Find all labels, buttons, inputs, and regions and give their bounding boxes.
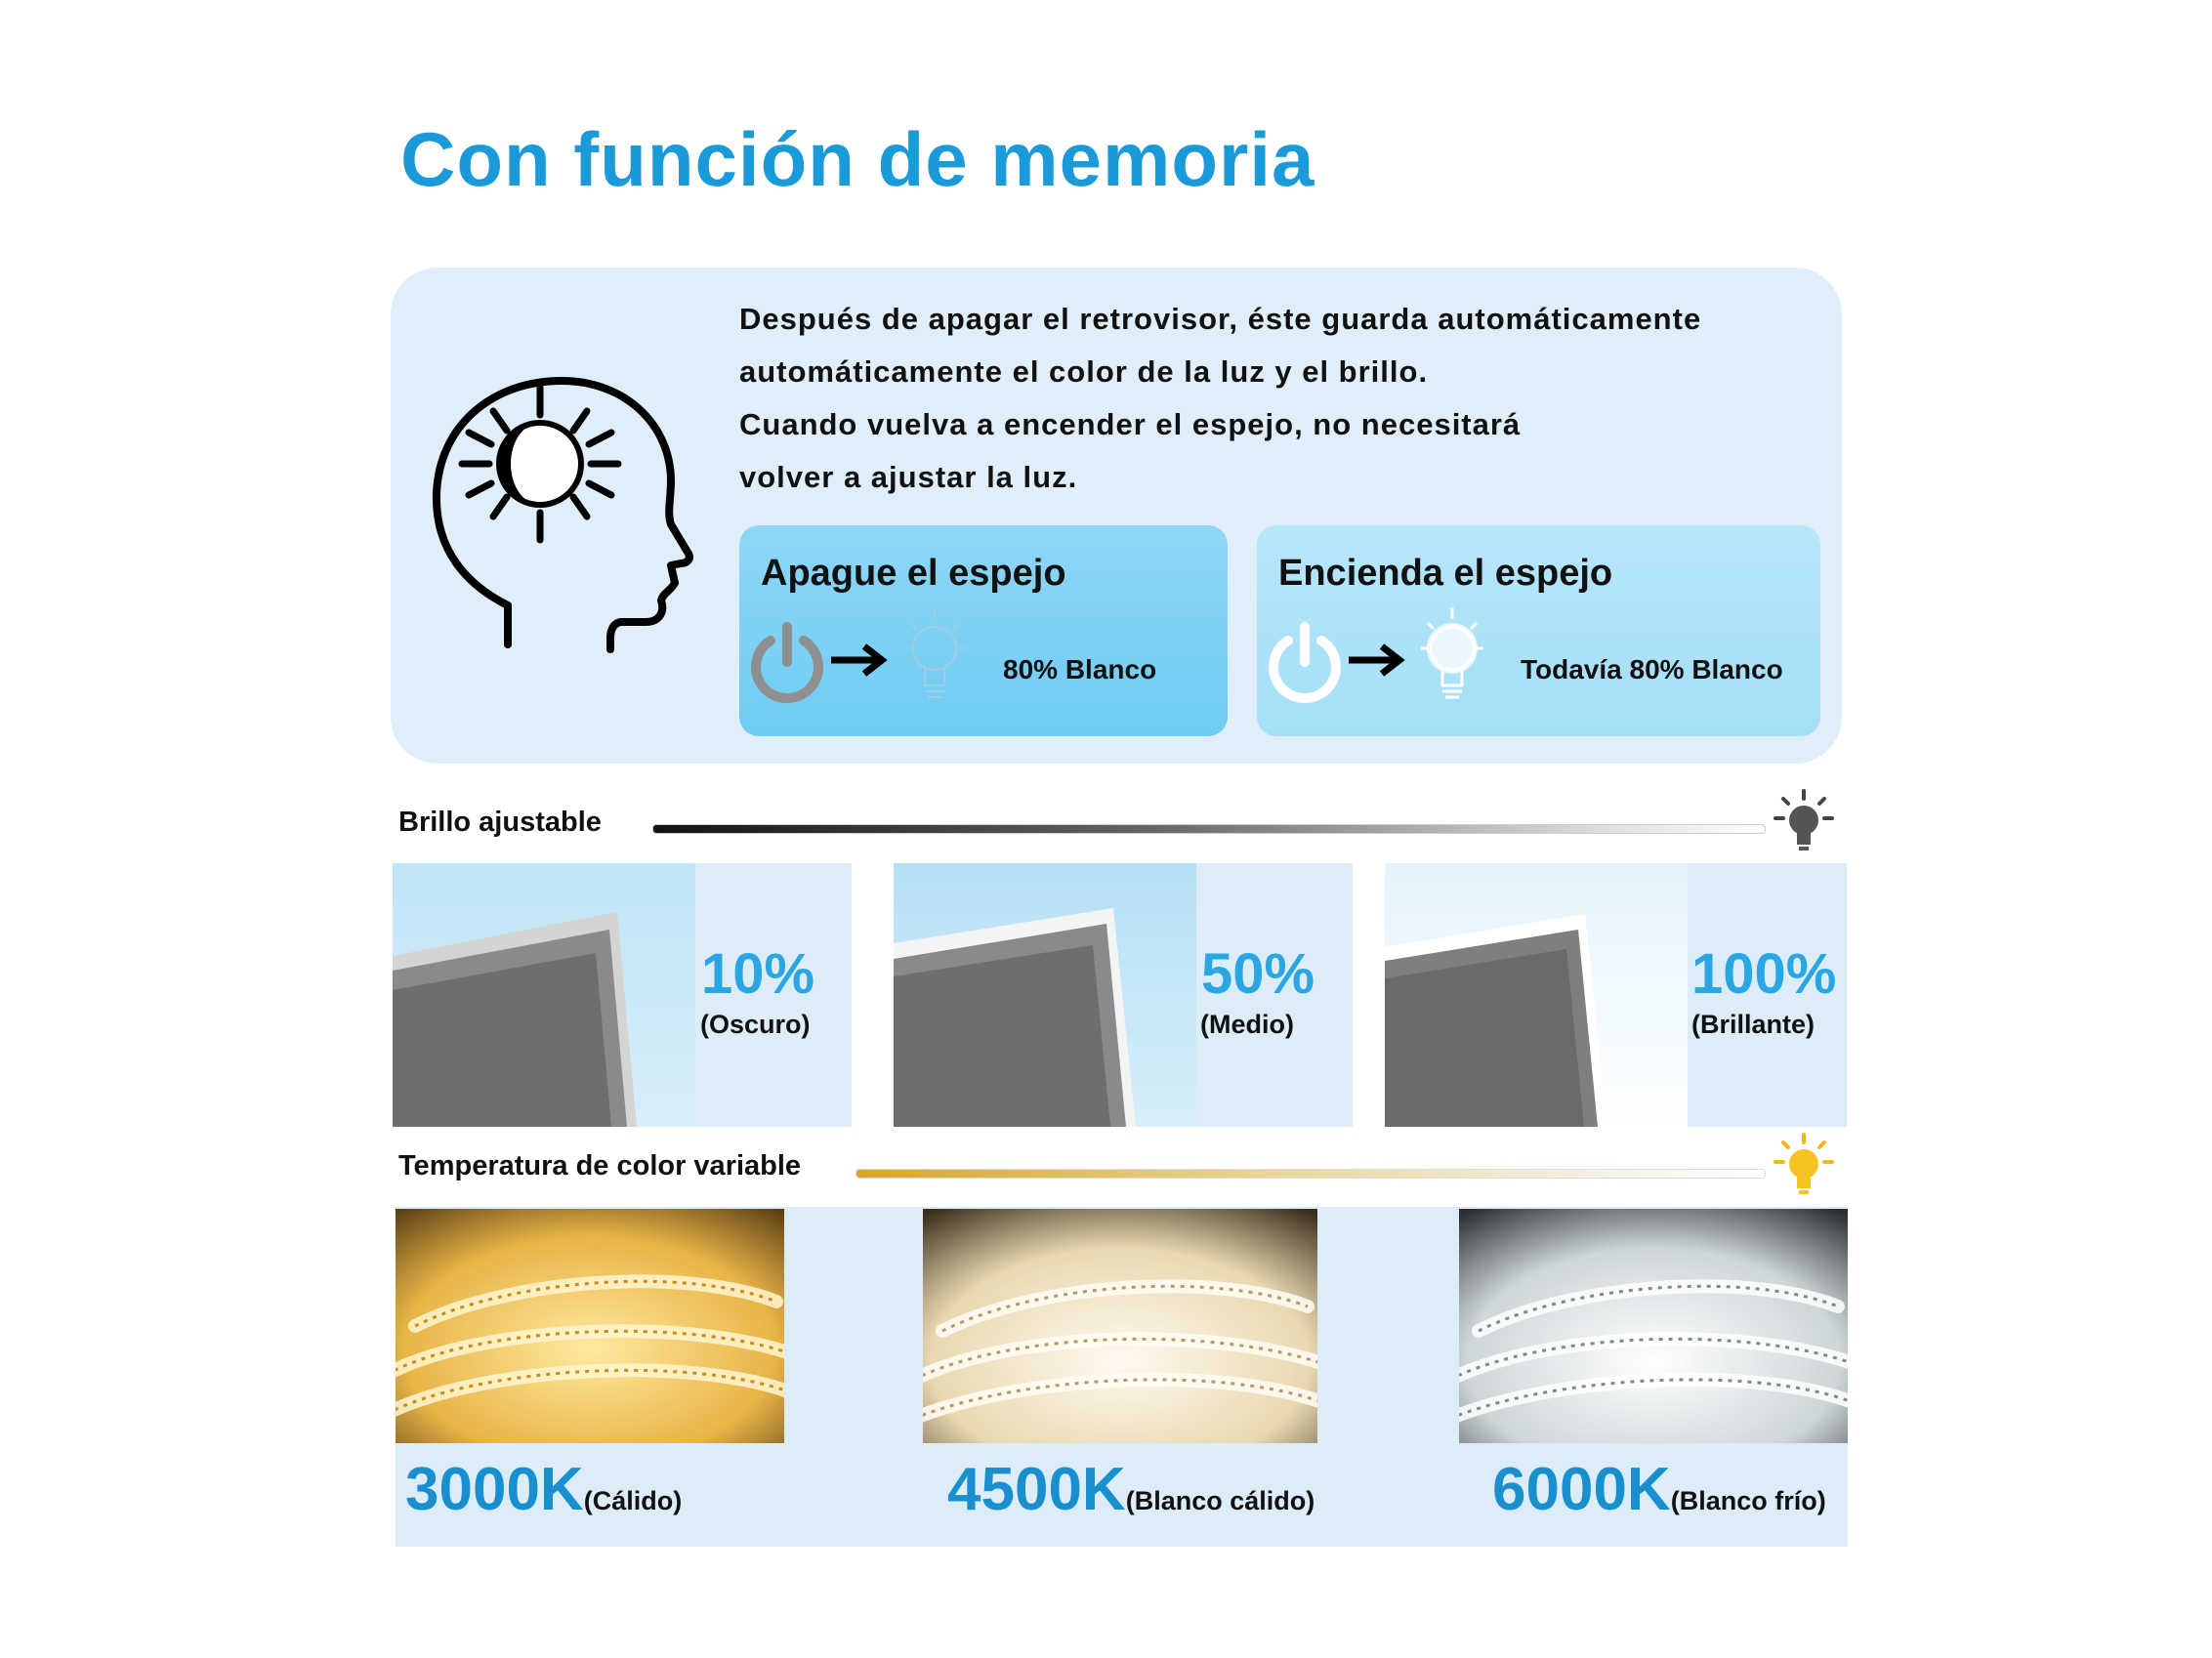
brightness-percent: 100% [1691, 942, 1837, 1006]
description-line: automáticamente el color de la luz y el brillo. [739, 354, 1429, 389]
led-strip-6000k [1459, 1209, 1848, 1443]
light-bulb-icon [1770, 1131, 1838, 1199]
description-line: volver a ajustar la luz. [739, 460, 1078, 494]
description-line: Cuando vuelva a encender el espejo, no necesitará [739, 407, 1522, 441]
temperature-gradient-bar [856, 1169, 1766, 1179]
description-line: Después de apagar el retrovisor, éste guarda automáticamente [739, 302, 1702, 336]
led-strip-4500k [923, 1209, 1317, 1443]
kelvin-value: 3000K [405, 1456, 584, 1523]
card-status: 80% Blanco [1003, 654, 1157, 684]
brightness-100-tile [1385, 863, 1688, 1127]
brightness-50-tile [894, 863, 1196, 1127]
kelvin-description: (Blanco cálido) [1125, 1486, 1315, 1515]
arrow-right-icon [1347, 641, 1405, 680]
brightness-10-tile [393, 863, 695, 1127]
power-icon [1263, 619, 1347, 707]
kelvin-description: (Cálido) [583, 1486, 683, 1515]
kelvin-label-4500 [947, 1455, 1315, 1524]
kelvin-label-3000 [405, 1455, 682, 1524]
brightness-description: (Brillante) [1691, 1010, 1816, 1039]
brightness-description: (Oscuro) [700, 1010, 811, 1039]
card-status: Todavía 80% Blanco [1521, 654, 1783, 684]
temperature-label: Temperatura de color variable [398, 1150, 802, 1181]
memory-description [739, 293, 1814, 504]
light-bulb-icon [1413, 601, 1491, 709]
light-bulb-icon [896, 601, 974, 709]
led-strip-3000k [396, 1209, 784, 1443]
kelvin-value: 6000K [1492, 1456, 1671, 1523]
brightness-gradient-bar [652, 824, 1766, 834]
brightness-percent: 50% [1201, 942, 1315, 1006]
power-icon [745, 619, 829, 707]
card-title: Apague el espejo [761, 553, 1066, 594]
turn-on-card [1257, 525, 1820, 736]
card-title: Encienda el espejo [1278, 553, 1613, 594]
kelvin-label-6000 [1492, 1455, 1826, 1524]
light-bulb-icon [1770, 787, 1838, 855]
arrow-right-icon [829, 641, 888, 680]
brightness-description: (Medio) [1200, 1010, 1294, 1039]
head-memory-icon [415, 366, 708, 659]
turn-off-card [739, 525, 1228, 736]
brightness-percent: 10% [701, 942, 815, 1006]
kelvin-value: 4500K [947, 1456, 1126, 1523]
page-title: Con función de memoria [400, 116, 1315, 202]
kelvin-description: (Blanco frío) [1670, 1486, 1826, 1515]
brightness-label: Brillo ajustable [398, 807, 602, 838]
